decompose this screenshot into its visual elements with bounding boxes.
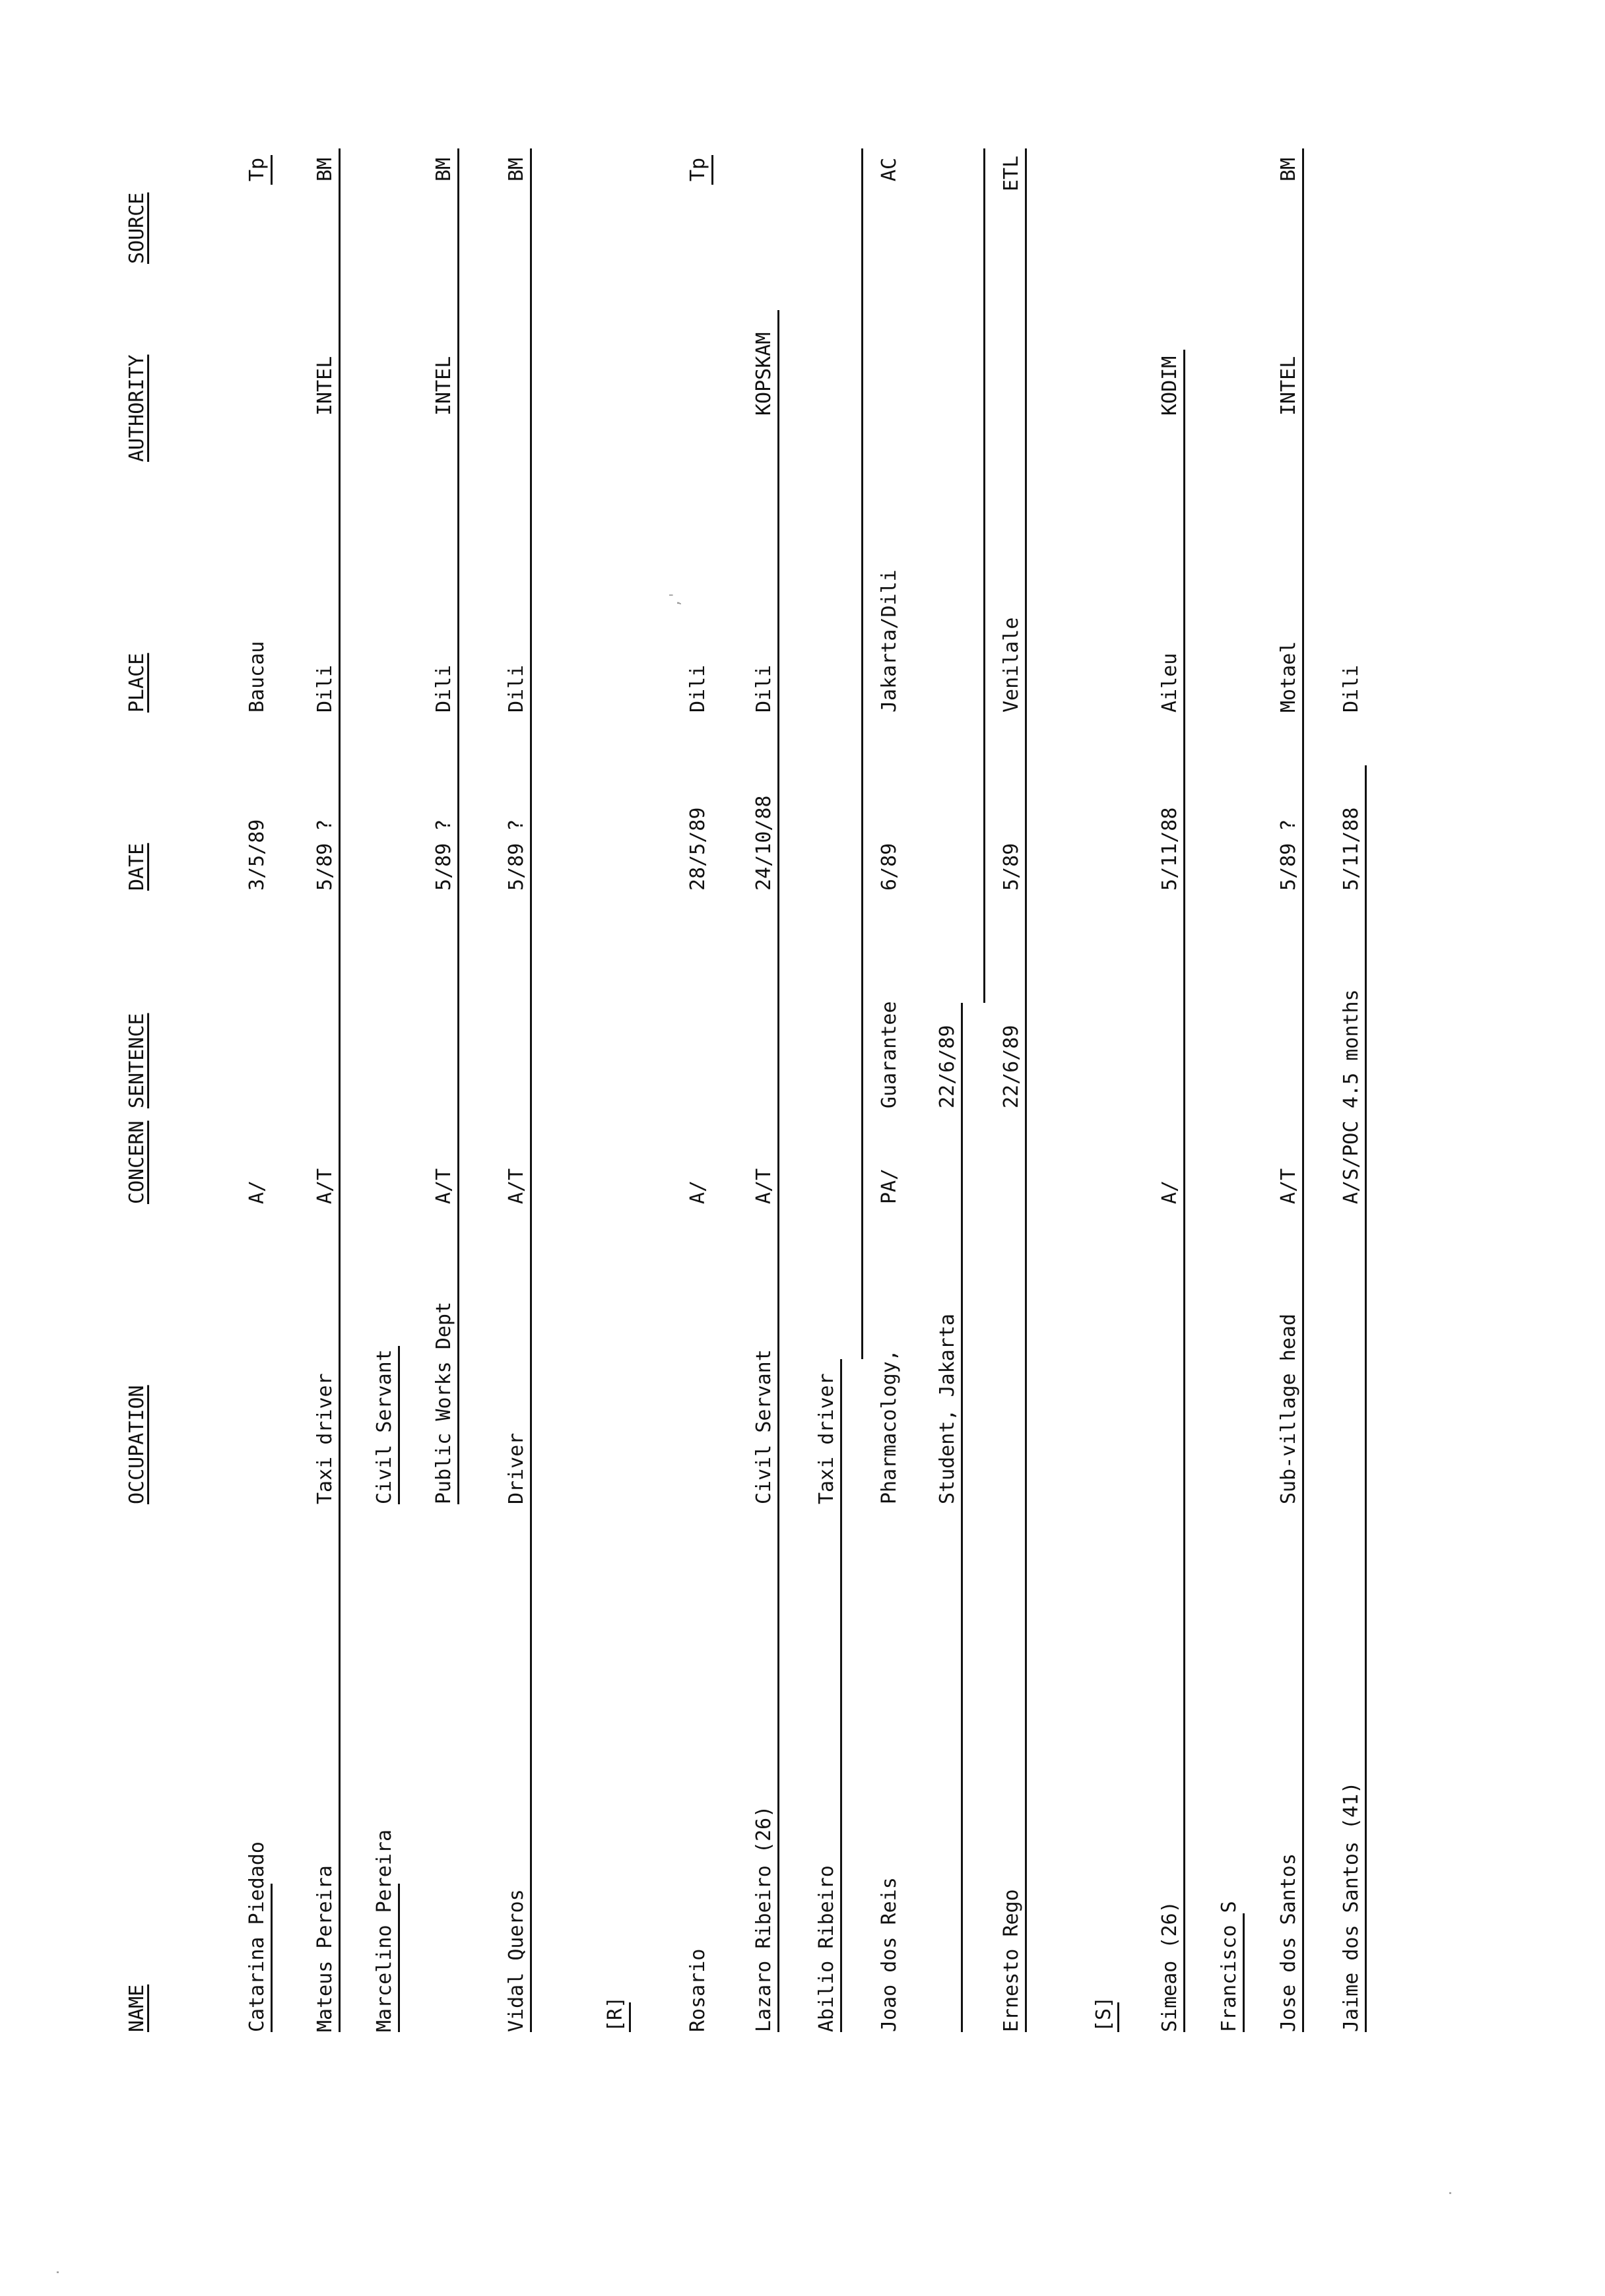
header-name: NAME bbox=[125, 1984, 148, 2032]
row-place: Jakarta/Dili bbox=[878, 569, 901, 713]
row-place: Dili bbox=[752, 664, 775, 713]
row-name: Francisco S bbox=[1218, 1901, 1241, 2032]
row-sentence: 22/6/89 bbox=[1000, 1025, 1023, 1108]
row-concern: PA/ bbox=[878, 1168, 901, 1204]
row-place: Motael bbox=[1277, 641, 1300, 713]
row-authority: INTEL bbox=[432, 356, 455, 416]
row-concern: A/ bbox=[686, 1180, 709, 1204]
row-concern: A/S/POC bbox=[1340, 1120, 1363, 1204]
row-place: Dili bbox=[686, 664, 709, 713]
row-place: Aileu bbox=[1158, 653, 1181, 713]
row-occupation-line2: Public Works Dept bbox=[432, 1301, 455, 1504]
row-authority: KODIM bbox=[1158, 356, 1181, 416]
row-date: 5/11/88 bbox=[1340, 807, 1363, 891]
row-date: 6/89 bbox=[878, 843, 901, 891]
header-concern: CONCERN bbox=[125, 1120, 148, 1204]
row-occupation: Civil Servant bbox=[373, 1349, 396, 1504]
scan-mark: . bbox=[1439, 2188, 1455, 2197]
row-name: Joao dos Reis bbox=[878, 1877, 901, 2032]
row-source: ETL bbox=[1000, 155, 1023, 191]
row-occupation: Civil Servant bbox=[752, 1349, 775, 1504]
row-place: Dili bbox=[1340, 664, 1363, 713]
row-source: BM bbox=[505, 157, 528, 181]
row-occupation: Pharmacology, bbox=[878, 1349, 901, 1504]
row-sentence: Guarantee bbox=[878, 1001, 901, 1108]
row-date: 24/10/88 bbox=[752, 795, 775, 891]
row-name: Abilio Ribeiro bbox=[815, 1865, 838, 2032]
row-name: Lazaro Ribeiro (26) bbox=[752, 1805, 775, 2032]
row-name: Simeao (26) bbox=[1158, 1901, 1181, 2032]
row-date: 5/11/88 bbox=[1158, 807, 1181, 891]
row-source: AC bbox=[878, 157, 901, 181]
row-occupation: Driver bbox=[505, 1432, 528, 1504]
row-date: 3/5/89 bbox=[246, 819, 269, 891]
header-source: SOURCE bbox=[125, 192, 148, 264]
row-concern: A/T bbox=[505, 1168, 528, 1204]
row-occupation: Taxi driver bbox=[313, 1373, 337, 1504]
row-authority: KOPSKAM bbox=[752, 332, 775, 416]
scan-mark: . bbox=[46, 2268, 62, 2276]
row-name: Rosario bbox=[686, 1948, 709, 2032]
row-place: Venilale bbox=[1000, 617, 1023, 713]
row-date: 28/5/89 bbox=[686, 807, 709, 891]
row-date: 5/89 ? bbox=[505, 819, 528, 891]
row-name: Ernesto Rego bbox=[1000, 1889, 1023, 2032]
row-name: Jose dos Santos bbox=[1277, 1853, 1300, 2032]
row-occupation: Taxi driver bbox=[815, 1373, 838, 1504]
section-r: [R] bbox=[604, 1996, 627, 2032]
row-name: Marcelino Pereira bbox=[373, 1829, 396, 2032]
row-authority: INTEL bbox=[1277, 356, 1300, 416]
row-name: Jaime dos Santos (41) bbox=[1340, 1781, 1363, 2032]
row-occupation: Sub-village head bbox=[1277, 1314, 1300, 1504]
row-concern: A/T bbox=[752, 1168, 775, 1204]
header-sentence: SENTENCE bbox=[125, 1013, 148, 1108]
row-concern: A/ bbox=[246, 1180, 269, 1204]
row-place: Baucau bbox=[246, 641, 269, 713]
row-date: 5/89 bbox=[1000, 843, 1023, 891]
row-place: Dili bbox=[505, 664, 528, 713]
header-place: PLACE bbox=[125, 653, 148, 713]
row-source: BM bbox=[313, 157, 337, 181]
row-sentence: 4.5 months bbox=[1340, 989, 1363, 1108]
row-concern: A/T bbox=[313, 1168, 337, 1204]
header-occupation: OCCUPATION bbox=[125, 1385, 148, 1504]
row-place: Dili bbox=[432, 664, 455, 713]
row-date: 5/89 ? bbox=[313, 819, 337, 891]
row-name: Mateus Pereira bbox=[313, 1865, 337, 2032]
row-source: BM bbox=[1277, 157, 1300, 181]
row-source: Tp bbox=[246, 157, 269, 181]
row-concern: A/T bbox=[432, 1168, 455, 1204]
row-source: BM bbox=[432, 157, 455, 181]
row-name: Catarina Piedado bbox=[246, 1841, 269, 2032]
scan-mark: ,' bbox=[667, 590, 682, 607]
section-s: [S] bbox=[1092, 1996, 1115, 2032]
row-concern: A/ bbox=[1158, 1180, 1181, 1204]
row-authority: INTEL bbox=[313, 356, 337, 416]
row-date: 5/89 ? bbox=[1277, 819, 1300, 891]
header-authority: AUTHORITY bbox=[125, 354, 148, 462]
row-source: Tp bbox=[686, 157, 709, 181]
row-occupation-line2: Student, Jakarta bbox=[936, 1314, 959, 1504]
row-name: Vidal Queros bbox=[505, 1889, 528, 2032]
row-concern: A/T bbox=[1277, 1168, 1300, 1204]
row-sentence-line2: 22/6/89 bbox=[936, 1025, 959, 1108]
row-place: Dili bbox=[313, 664, 337, 713]
row-date: 5/89 ? bbox=[432, 819, 455, 891]
header-date: DATE bbox=[125, 843, 148, 891]
